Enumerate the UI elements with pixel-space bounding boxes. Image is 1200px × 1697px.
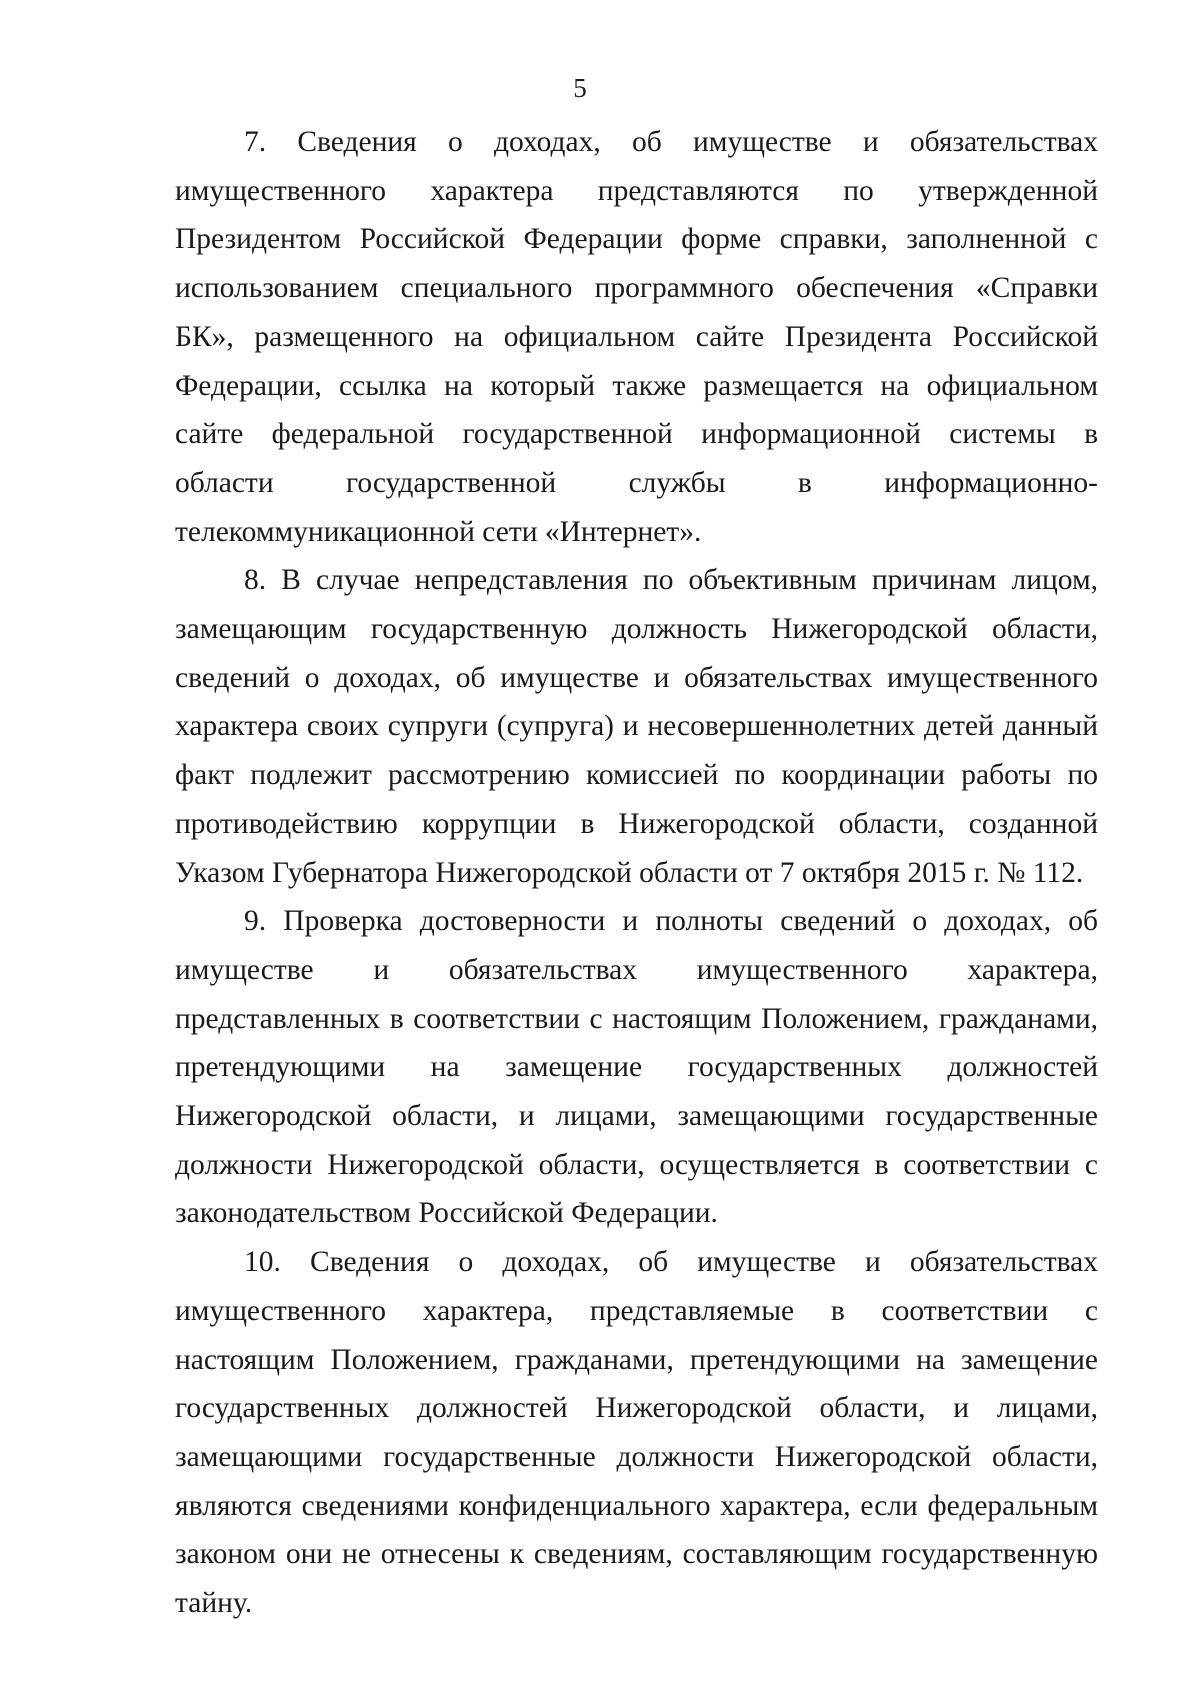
paragraph-7: 7. Сведения о доходах, об имуществе и обязательствах имущественного характера представляются по утвержденной Президентом Российской Федерации форме справки, заполненной с использованием специального программного обеспечения «Справки БК», размещенного на официальном сайте Президента Российской Федерации, ссылка на который также размещается на официальном сайте федеральной государственной информационной системы в области государственной службы в информационно-телекоммуникационной сети «Интернет». [175, 126, 1098, 548]
paragraph-9: 9. Проверка достоверности и полноты сведений о доходах, об имуществе и обязательствах имущественного характера, представленных в соответствии с настоящим Положением, гражданами, претендующими на замещение государственных должностей Нижегородской области, и лицами, замещающими государственные должности Нижегородской области, осуществляется в соответствии с законодательством Российской Федерации. [175, 905, 1098, 1230]
document-body [175, 118, 1098, 1628]
page-number: 5 [573, 73, 587, 103]
paragraph-10: 10. Сведения о доходах, об имуществе и обязательствах имущественного характера, представляемые в соответствии с настоящим Положением, гражданами, претендующими на замещение государственных должностей Нижегородской области, и лицами, замещающими государственные должности Нижегородской области, являются сведениями конфиденциального характера, если федеральным законом они не отнесены к сведениям, составляющим государственную тайну. [175, 1246, 1098, 1620]
paragraph-8: 8. В случае непредставления по объективным причинам лицом, замещающим государственную должность Нижегородской области, сведений о доходах, об имуществе и обязательствах имущественного характера своих супруги (супруга) и несовершеннолетних детей данный факт подлежит рассмотрению комиссией по координации работы по противодействию коррупции в Нижегородской области, созданной Указом Губернатора Нижегородской области от 7 октября 2015 г. № 112. [175, 564, 1098, 889]
